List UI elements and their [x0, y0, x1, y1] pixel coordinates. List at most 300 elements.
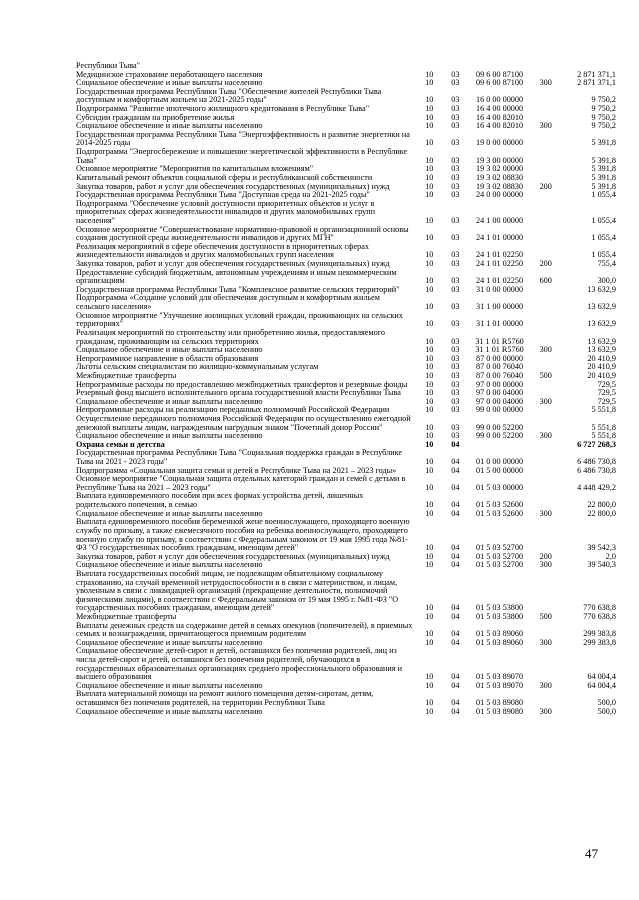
- row-name: Выплаты денежных средств на содержание детей в семьях опекунов (попечителей), в приемных семьях и вознаграждения, причитающегося приемным родителям: [76, 620, 413, 639]
- row-target-code: 24 0 00 00000: [476, 190, 524, 200]
- row-amount: 5 391,8: [591, 138, 616, 148]
- row-name: Социальное обеспечение и иные выплаты населению: [76, 680, 263, 690]
- row-name: Реализация мероприятий в сфере обеспечения доступности в приоритетных сферах жизнедеятельности инвалидов и других маломобильных групп населения: [76, 241, 369, 260]
- row-subsection: 03: [451, 379, 460, 389]
- row-expense-type: [532, 622, 560, 639]
- row-target-code: 01 5 03 89060: [476, 637, 524, 647]
- row-section: 10: [425, 508, 434, 518]
- row-subsection: 03: [451, 362, 460, 372]
- row-amount: 755,4: [597, 259, 616, 269]
- row-name: Государственная программа Республики Тыва "Энергоэффективность и развитие энергетики на 2014-2025 годы: [76, 129, 410, 148]
- table-row: [76, 88, 616, 105]
- row-name: Основное мероприятие "Улучшение жилищных условий граждан, проживающих на сельских территориях": [76, 310, 403, 329]
- row-expense-type: [532, 492, 560, 509]
- row-section: 10: [425, 637, 434, 647]
- row-amount: 5 391,8: [591, 172, 616, 182]
- row-name: Государственная программа Республики Тыва "Комплексное развитие сельских территорий": [76, 284, 400, 294]
- row-subsection: 03: [451, 431, 460, 441]
- row-section: 10: [425, 172, 434, 182]
- row-subsection: 03: [451, 69, 460, 79]
- row-name: Резервный фонд высшего исполнительного органа государственной власти Республики Тыва: [76, 388, 401, 398]
- row-section: 10: [425, 482, 434, 492]
- row-name: Закупка товаров, работ и услуг для обеспечения государственных (муниципальных) нужд: [76, 551, 390, 561]
- table-row: [76, 570, 616, 613]
- row-expense-type: [532, 105, 560, 114]
- row-amount: 13 632,9: [587, 302, 616, 312]
- row-target-code: 01 0 00 00000: [476, 457, 524, 467]
- row-expense-type: [532, 88, 560, 105]
- row-amount: 2 871 371,1: [577, 78, 616, 88]
- row-amount: 770 638,8: [583, 603, 616, 613]
- row-name: Республики Тыва": [76, 61, 140, 70]
- row-amount: 20 410,9: [587, 370, 616, 380]
- row-amount: 5 391,8: [591, 181, 616, 191]
- row-amount: 6 486 730,8: [577, 457, 616, 467]
- row-subsection: 04: [451, 672, 460, 682]
- table-row: [76, 475, 616, 492]
- row-section: 10: [425, 78, 434, 88]
- row-target-code: 87 0 00 76040: [476, 362, 524, 372]
- row-target-code: 09 6 00 87100: [476, 69, 524, 79]
- row-section: 10: [425, 370, 434, 380]
- row-expense-type: [532, 355, 560, 364]
- row-name: Государственная программа Республики Тыва "Обеспечение жителей Республики Тыва доступным и комфортным жильем на 2021-2025 годы": [76, 86, 382, 105]
- row-amount: 9 750,2: [591, 121, 616, 131]
- row-subsection: 03: [451, 155, 460, 165]
- row-expense-type: [532, 406, 560, 415]
- row-target-code: [467, 441, 531, 450]
- row-section: 10: [425, 164, 434, 174]
- row-amount: 64 004,4: [587, 672, 616, 682]
- row-target-code: 24 1 01 02250: [476, 259, 524, 269]
- row-amount: 1 055,4: [591, 215, 616, 225]
- row-amount: 13 632,9: [587, 284, 616, 294]
- row-target-code: 31 1 01 00000: [476, 319, 524, 329]
- row-target-code: 16 0 00 00000: [476, 95, 524, 105]
- row-target-code: 31 1 01 R5760: [475, 345, 524, 355]
- row-subsection: 03: [451, 104, 460, 114]
- row-name: Выплата единовременного пособия беременной жене военнослужащего, проходящего военную службу по призыву, а также ежемесячного пособия на ребенка военнослужащего, проходящего военную службу по призыву, в соответствии с Федеральным законом от 19 мая 1995 года №81-ФЗ "О государственных пособиях гражданам, имеющим детей": [76, 517, 410, 553]
- row-section: 10: [425, 319, 434, 329]
- row-name: Закупка товаров, работ и услуг для обеспечения государственных (муниципальных) нужд: [76, 259, 390, 269]
- row-subsection: 04: [451, 612, 460, 621]
- row-section: 10: [425, 603, 434, 613]
- row-section: 10: [425, 215, 434, 225]
- row-name: Социальное обеспечение и иные выплаты населению: [76, 345, 263, 355]
- row-section: 10: [425, 379, 434, 389]
- row-subsection: 04: [451, 457, 460, 467]
- row-name: Льготы сельским специалистам по жилищно-коммунальным услугам: [76, 362, 319, 372]
- row-amount: 300,0: [597, 276, 616, 286]
- row-target-code: 31 0 00 00000: [476, 284, 524, 294]
- row-subsection: 04: [451, 560, 460, 570]
- row-subsection: 04: [451, 439, 460, 449]
- row-target-code: 19 3 02 08830: [476, 172, 524, 182]
- row-amount: 20 410,9: [587, 353, 616, 363]
- row-expense-type: 300: [539, 78, 552, 88]
- row-target-code: 01 5 03 89060: [476, 629, 524, 639]
- row-name: Социальное обеспечение и иные выплаты населению: [76, 396, 263, 406]
- row-expense-type: [532, 329, 560, 346]
- row-subsection: 03: [451, 112, 460, 122]
- row-section: 10: [425, 698, 434, 708]
- row-section: 10: [425, 680, 434, 690]
- row-name: Социальное обеспечение и иные выплаты населению: [76, 637, 263, 647]
- row-name: Социальное обеспечение детей-сирот и детей, оставшихся без попечения родителей, лиц из числа детей-сирот и детей, оставшихся без попечения родителей, обучающихся в государственных образовательных организациях среднего профессионального образования и высшего образования: [76, 646, 402, 682]
- row-subsection: 03: [451, 276, 460, 286]
- row-target-code: 31 1 00 00000: [476, 302, 524, 312]
- row-amount: 39 540,3: [587, 560, 616, 570]
- row-name: Непрограммное направление в области образования: [76, 353, 259, 363]
- row-target-code: 01 5 03 52700: [476, 560, 524, 570]
- row-subsection: 03: [451, 422, 460, 432]
- row-name: Предоставление субсидий бюджетным, автономным учреждениям и иным некоммерческим организациям: [76, 267, 397, 286]
- row-amount: 4 448 429,2: [577, 482, 616, 492]
- row-expense-type: 200: [539, 551, 552, 561]
- row-amount: 5 551,8: [591, 431, 616, 441]
- row-subsection: 04: [451, 543, 460, 553]
- row-amount: 5 391,8: [591, 155, 616, 165]
- row-amount: 729,5: [597, 388, 616, 398]
- row-section: 10: [425, 276, 434, 286]
- row-expense-type: [532, 243, 560, 260]
- row-expense-type: 500: [539, 370, 552, 380]
- row-expense-type: 300: [539, 680, 552, 690]
- row-name: Государственная программа Республики Тыва "Доступная среда на 2021-2025 годы": [76, 190, 370, 200]
- row-section: 10: [425, 431, 434, 441]
- row-target-code: 24 1 01 00000: [476, 233, 524, 243]
- row-name: Осуществление переданного полномочия Российской Федерации по осуществлению ежегодной денежной выплаты лицам, награжденным нагрудным знаком "Почетный донор России": [76, 413, 411, 432]
- row-target-code: 01 5 00 00000: [476, 465, 524, 475]
- table-row: [76, 518, 616, 552]
- row-subsection: 04: [451, 603, 460, 613]
- table-row: [76, 148, 616, 165]
- row-section: 10: [425, 259, 434, 269]
- row-target-code: 19 3 02 08830: [476, 181, 524, 191]
- row-name: Медицинское страхование неработающего населения: [76, 69, 263, 79]
- row-subsection: 04: [451, 698, 460, 708]
- row-section: 10: [425, 388, 434, 398]
- row-subsection: 03: [451, 370, 460, 380]
- row-target-code: 24 1 01 02250: [476, 276, 524, 286]
- row-subsection: 04: [451, 706, 460, 716]
- row-target-code: 16 4 00 00000: [476, 104, 524, 114]
- row-section: 10: [425, 362, 434, 372]
- row-expense-type: [532, 467, 560, 476]
- row-target-code: 24 1 00 00000: [476, 215, 524, 225]
- row-subsection: 03: [451, 181, 460, 191]
- row-subsection: 03: [451, 319, 460, 329]
- table-row: [76, 708, 616, 717]
- row-amount: 770 638,8: [583, 612, 616, 621]
- row-amount: 2,0: [605, 551, 616, 561]
- row-target-code: 01 5 03 00000: [476, 482, 524, 492]
- row-section: 10: [425, 250, 434, 260]
- row-subsection: 03: [451, 336, 460, 346]
- row-expense-type: [532, 441, 560, 450]
- row-section: 10: [425, 422, 434, 432]
- row-expense-type: 300: [539, 121, 552, 131]
- row-section: 10: [425, 345, 434, 355]
- table-row: [76, 647, 616, 681]
- row-section: 10: [425, 612, 434, 621]
- row-expense-type: 300: [539, 431, 552, 441]
- row-target-code: 97 0 00 04000: [476, 388, 524, 398]
- row-subsection: 03: [451, 353, 460, 363]
- row-section: 10: [425, 405, 434, 415]
- row-expense-type: [532, 294, 560, 311]
- row-subsection: 03: [451, 190, 460, 200]
- row-amount: 1 055,4: [591, 190, 616, 200]
- row-section: 10: [425, 439, 434, 449]
- row-section: 10: [425, 155, 434, 165]
- row-expense-type: [532, 381, 560, 390]
- row-expense-type: [532, 148, 560, 165]
- row-target-code: 99 0 00 52200: [476, 431, 524, 441]
- row-name: Социальное обеспечение и иные выплаты населению: [76, 431, 263, 441]
- table-row: [76, 312, 616, 329]
- row-section: 10: [425, 302, 434, 312]
- row-amount: 5 551,8: [591, 422, 616, 432]
- row-name: Межбюджетные трансферты: [76, 370, 177, 380]
- row-amount: 5 551,8: [591, 405, 616, 415]
- row-name: Подпрограмма «Создание условий для обеспечения доступным и комфортным жильем сельского населения»: [76, 293, 380, 312]
- row-section: 10: [425, 336, 434, 346]
- row-name: Основное мероприятие "Совершенствование нормативно-правовой и организационной основы создания доступной среды жизнедеятельности инвалидов и других МГН": [76, 224, 409, 243]
- row-subsection: 04: [451, 680, 460, 690]
- row-name: Подпрограмма «Социальная защита семьи и детей в Республике Тыва на 2021 – 2023 годы»: [76, 465, 397, 475]
- row-section: 10: [425, 629, 434, 639]
- row-subsection: 03: [451, 78, 460, 88]
- row-name: Непрограммные расходы по предоставлению межбюджетных трансфертов и резервные фонды: [76, 379, 408, 389]
- row-name: Социальное обеспечение и иные выплаты населению: [76, 560, 263, 570]
- row-name: Выплата материальной помощи на ремонт жилого помещения детям-сиротам, детям, оставшимся без попечения родителей, на территории Республики Тыва: [76, 689, 374, 708]
- row-expense-type: [532, 570, 560, 613]
- row-name: Непрограммные расходы на реализацию переданных полномочий Российской Федерации: [76, 405, 390, 415]
- row-section: 10: [425, 138, 434, 148]
- row-amount: 299 383,8: [583, 629, 616, 639]
- row-target-code: 16 4 00 82010: [476, 121, 524, 131]
- row-expense-type: 300: [539, 706, 552, 716]
- row-expense-type: [532, 415, 560, 432]
- row-subsection: 03: [451, 138, 460, 148]
- row-name: Капитальный ремонт объектов социальной сферы и республиканской собственности: [76, 172, 373, 182]
- row-target-code: 01 5 03 53800: [476, 612, 524, 621]
- row-subsection: 03: [451, 259, 460, 269]
- row-target-code: 09 6 00 87100: [476, 78, 524, 88]
- row-expense-type: 600: [539, 276, 552, 286]
- row-subsection: 04: [451, 508, 460, 518]
- row-amount: 9 750,2: [591, 104, 616, 114]
- row-target-code: 01 5 03 52700: [476, 551, 524, 561]
- row-expense-type: [532, 191, 560, 200]
- row-expense-type: 300: [539, 560, 552, 570]
- row-section: 10: [425, 69, 434, 79]
- table-row: [76, 622, 616, 639]
- row-target-code: 01 5 03 89070: [476, 672, 524, 682]
- row-subsection: 03: [451, 345, 460, 355]
- row-amount: 13 632,9: [587, 345, 616, 355]
- row-target-code: 19 3 00 00000: [476, 155, 524, 165]
- row-target-code: 01 5 03 52600: [476, 500, 524, 510]
- row-name: Подпрограмма "Развитие ипотечного жилищного кредитования в Республике Тыва": [76, 104, 370, 114]
- row-subsection: 03: [451, 164, 460, 174]
- row-subsection: 04: [451, 551, 460, 561]
- row-name: Государственная программа Республики Тыва "Социальная поддержка граждан в Республике Тыва на 2021 - 2023 годы": [76, 448, 402, 467]
- row-expense-type: [532, 475, 560, 492]
- row-amount: 20 410,9: [587, 362, 616, 372]
- row-target-code: 01 5 03 52600: [476, 508, 524, 518]
- row-subsection: 03: [451, 284, 460, 294]
- row-amount: 1 055,4: [591, 250, 616, 260]
- row-target-code: 01 5 03 53800: [476, 603, 524, 613]
- row-section: 10: [425, 284, 434, 294]
- row-expense-type: [532, 165, 560, 174]
- row-expense-type: [532, 200, 560, 226]
- row-subsection: 03: [451, 233, 460, 243]
- row-target-code: 87 0 00 00000: [476, 353, 524, 363]
- row-target-code: 19 3 02 00000: [476, 164, 524, 174]
- row-amount: 500,0: [597, 698, 616, 708]
- row-expense-type: [532, 518, 560, 552]
- row-expense-type: [532, 226, 560, 243]
- row-amount: 2 871 371,1: [577, 69, 616, 79]
- row-amount: 500,0: [597, 706, 616, 716]
- row-expense-type: 200: [539, 259, 552, 269]
- row-subsection: 04: [451, 500, 460, 510]
- row-amount: 13 632,9: [587, 336, 616, 346]
- table-row: [76, 131, 616, 148]
- row-expense-type: 300: [539, 345, 552, 355]
- row-section: 10: [425, 560, 434, 570]
- row-amount: 299 383,8: [583, 637, 616, 647]
- row-expense-type: 300: [539, 396, 552, 406]
- row-subsection: 04: [451, 629, 460, 639]
- row-amount: 729,5: [597, 396, 616, 406]
- row-section: 10: [425, 190, 434, 200]
- row-section: 10: [425, 95, 434, 105]
- row-target-code: 24 1 01 02250: [476, 250, 524, 260]
- row-amount: 1 055,4: [591, 233, 616, 243]
- row-target-code: 87 0 00 76040: [476, 370, 524, 380]
- row-amount: 9 750,2: [591, 112, 616, 122]
- budget-table: [76, 62, 616, 716]
- row-amount: 729,5: [597, 379, 616, 389]
- row-subsection: 03: [451, 302, 460, 312]
- row-amount: 22 800,0: [587, 500, 616, 510]
- table-row: [76, 449, 616, 466]
- row-expense-type: [532, 131, 560, 148]
- row-target-code: 16 4 00 82010: [476, 112, 524, 122]
- row-name: Выплата единовременного пособия при всех формах устройства детей, лишенных родительского попечения, в семью: [76, 491, 364, 510]
- row-expense-type: [532, 62, 560, 71]
- row-name: Социальное обеспечение и иные выплаты населению: [76, 508, 263, 518]
- row-target-code: 97 0 00 00000: [476, 379, 524, 389]
- page-number: 47: [585, 846, 598, 861]
- row-section: 10: [425, 543, 434, 553]
- row-name: Основное мероприятие "Мероприятия по капитальным вложениям": [76, 164, 314, 174]
- row-amount: 13 632,9: [587, 319, 616, 329]
- row-subsection: 03: [451, 215, 460, 225]
- row-expense-type: 300: [539, 637, 552, 647]
- row-subsection: 04: [451, 637, 460, 647]
- row-target-code: 99 0 00 00000: [476, 405, 524, 415]
- row-section: 10: [425, 233, 434, 243]
- row-section: 10: [425, 121, 434, 131]
- row-expense-type: 200: [539, 181, 552, 191]
- row-subsection: 03: [451, 396, 460, 406]
- table-row: [76, 269, 616, 286]
- table-row: [76, 243, 616, 260]
- row-name: Межбюджетные трансферты: [76, 612, 177, 621]
- row-amount: 39 542,3: [587, 543, 616, 553]
- row-name: Социальное обеспечение и иные выплаты населению: [76, 121, 263, 131]
- row-amount: 5 391,8: [591, 164, 616, 174]
- row-subsection: 03: [451, 95, 460, 105]
- row-name: Подпрограмма "Обеспечение условий доступности приоритетных объектов и услуг в приоритетных сферах жизнедеятельности инвалидов и других маломобильных групп населения": [76, 198, 376, 225]
- row-name: Охрана семьи и детства: [76, 439, 165, 449]
- row-section: 10: [425, 112, 434, 122]
- table-row: [76, 415, 616, 432]
- row-section: 10: [425, 396, 434, 406]
- row-section: 10: [425, 181, 434, 191]
- row-section: 10: [425, 104, 434, 114]
- table-row: [76, 690, 616, 707]
- row-subsection: 04: [451, 482, 460, 492]
- row-amount: 22 800,0: [587, 508, 616, 518]
- row-target-code: 31 1 01 R5760: [475, 336, 524, 346]
- row-subsection: 04: [451, 465, 460, 475]
- row-subsection: 03: [451, 172, 460, 182]
- row-target-code: 01 5 03 52700: [476, 543, 524, 553]
- row-target-code: 01 5 03 89070: [476, 680, 524, 690]
- row-amount: 6 727 268,3: [577, 439, 616, 449]
- row-expense-type: 500: [539, 612, 552, 621]
- row-subsection: 03: [451, 121, 460, 131]
- row-target-code: 19 0 00 00000: [476, 138, 524, 148]
- row-target-code: 01 5 03 89080: [476, 698, 524, 708]
- row-expense-type: [532, 690, 560, 707]
- row-section: 10: [425, 465, 434, 475]
- row-target-code: 01 5 03 89080: [476, 706, 524, 716]
- row-section: 10: [425, 457, 434, 467]
- row-expense-type: 300: [539, 508, 552, 518]
- row-name: Основное мероприятие "Социальная защита отдельных категорий граждан и семей с детьми в Республике Тыва на 2021 – 2023 годы": [76, 474, 406, 492]
- row-name: Социальное обеспечение и иные выплаты населению: [76, 706, 263, 716]
- budget-table-body: [76, 62, 616, 716]
- row-target-code: 97 0 00 04000: [476, 396, 524, 406]
- row-name: Закупка товаров, работ и услуг для обеспечения государственных (муниципальных) нужд: [76, 181, 390, 191]
- table-row: [76, 294, 616, 311]
- table-row: [76, 492, 616, 509]
- row-name: Подпрограмма "Энергосбережение и повышение энергетической эффективности в Республике Тыва": [76, 147, 408, 165]
- row-target-code: 99 0 00 52200: [476, 422, 524, 432]
- row-amount: 6 486 730,8: [577, 465, 616, 475]
- row-name: Социальное обеспечение и иные выплаты населению: [76, 78, 263, 88]
- row-section: 10: [425, 500, 434, 510]
- row-section: 10: [425, 551, 434, 561]
- row-amount: 64 004,4: [587, 680, 616, 690]
- table-row: [76, 226, 616, 243]
- row-section: 10: [425, 706, 434, 716]
- row-expense-type: [532, 286, 560, 295]
- row-subsection: 03: [451, 388, 460, 398]
- table-row: [76, 200, 616, 226]
- row-subsection: 03: [451, 405, 460, 415]
- row-expense-type: [532, 449, 560, 466]
- row-name: Реализация мероприятий по строительству или приобретению жилья, предоставляемого гражданам, проживающим на сельских территориях: [76, 327, 385, 346]
- row-amount: 9 750,2: [591, 95, 616, 105]
